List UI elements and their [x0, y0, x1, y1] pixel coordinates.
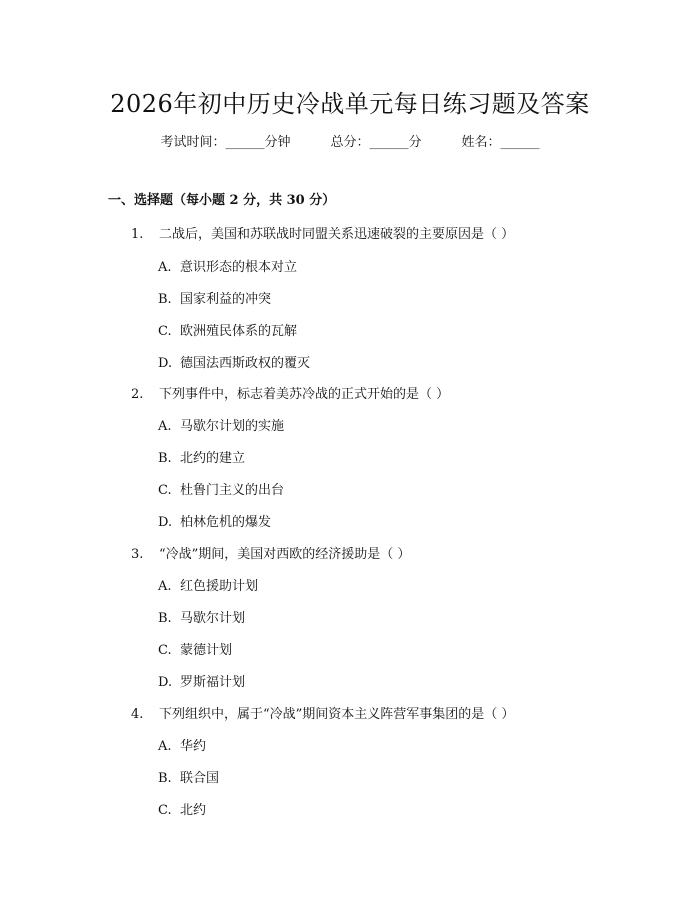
question-number: 4. — [131, 707, 144, 722]
question-number: 2. — [131, 387, 144, 402]
question-3 — [131, 543, 410, 562]
option-3c — [158, 639, 232, 658]
option-text: 杜鲁门主义的出台 — [180, 483, 285, 498]
option-text: 联合国 — [180, 771, 220, 786]
option-1d — [158, 352, 310, 371]
option-4a — [158, 735, 206, 754]
option-letter: A. — [158, 260, 172, 275]
option-3a — [158, 575, 258, 594]
option-letter: B. — [158, 611, 172, 626]
option-letter: B. — [158, 292, 172, 307]
option-letter: C. — [158, 803, 172, 818]
option-letter: A. — [158, 579, 172, 594]
option-letter: C. — [158, 483, 172, 498]
option-text: 蒙德计划 — [180, 643, 233, 658]
page-title: 2026年初中历史冷战单元每日练习题及答案 — [110, 90, 590, 118]
option-2a — [158, 415, 284, 434]
exam-time: 考试时间：______分钟 — [160, 135, 291, 150]
option-text: 罗斯福计划 — [180, 675, 246, 690]
option-letter: D. — [158, 356, 173, 371]
option-2c — [158, 479, 284, 498]
exam-meta — [0, 131, 700, 150]
option-text: 柏林危机的爆发 — [180, 515, 272, 530]
option-1b — [158, 288, 271, 307]
option-letter: A. — [158, 739, 172, 754]
question-1 — [131, 223, 514, 242]
option-text: 德国法西斯政权的覆灭 — [180, 356, 311, 371]
option-letter: A. — [158, 419, 172, 434]
option-3b — [158, 607, 245, 626]
question-text: 二战后，美国和苏联战时同盟关系迅速破裂的主要原因是（ ） — [159, 227, 515, 242]
question-text: 下列事件中，标志着美苏冷战的正式开始的是（ ） — [159, 387, 450, 402]
option-text: 华约 — [180, 739, 207, 754]
question-text: “冷战”期间，美国对西欧的经济援助是（ ） — [159, 547, 411, 562]
question-2 — [131, 383, 449, 402]
option-2d — [158, 511, 271, 530]
option-letter: C. — [158, 643, 172, 658]
option-letter: B. — [158, 451, 172, 466]
question-4 — [131, 703, 514, 722]
option-text: 北约 — [180, 803, 207, 818]
option-1c — [158, 320, 297, 339]
question-number: 1. — [131, 227, 144, 242]
option-letter: B. — [158, 771, 172, 786]
student-name: 姓名：______ — [461, 135, 540, 150]
option-2b — [158, 447, 245, 466]
option-4c — [158, 799, 206, 818]
option-4b — [158, 767, 219, 786]
question-text: 下列组织中，属于“冷战”期间资本主义阵营军事集团的是（ ） — [159, 707, 515, 722]
option-text: 意识形态的根本对立 — [180, 260, 298, 275]
exam-score: 总分：______分 — [330, 135, 422, 150]
option-text: 马歇尔计划的实施 — [180, 419, 285, 434]
section-heading: 一、选择题（每小题 2 分，共 30 分） — [108, 193, 336, 208]
option-letter: C. — [158, 324, 172, 339]
option-letter: D. — [158, 515, 173, 530]
option-text: 北约的建立 — [180, 451, 246, 466]
option-text: 国家利益的冲突 — [180, 292, 272, 307]
option-text: 马歇尔计划 — [180, 611, 246, 626]
option-letter: D. — [158, 675, 173, 690]
option-text: 红色援助计划 — [180, 579, 259, 594]
question-number: 3. — [131, 547, 144, 562]
option-text: 欧洲殖民体系的瓦解 — [180, 324, 298, 339]
option-3d — [158, 671, 245, 690]
option-1a — [158, 256, 297, 275]
